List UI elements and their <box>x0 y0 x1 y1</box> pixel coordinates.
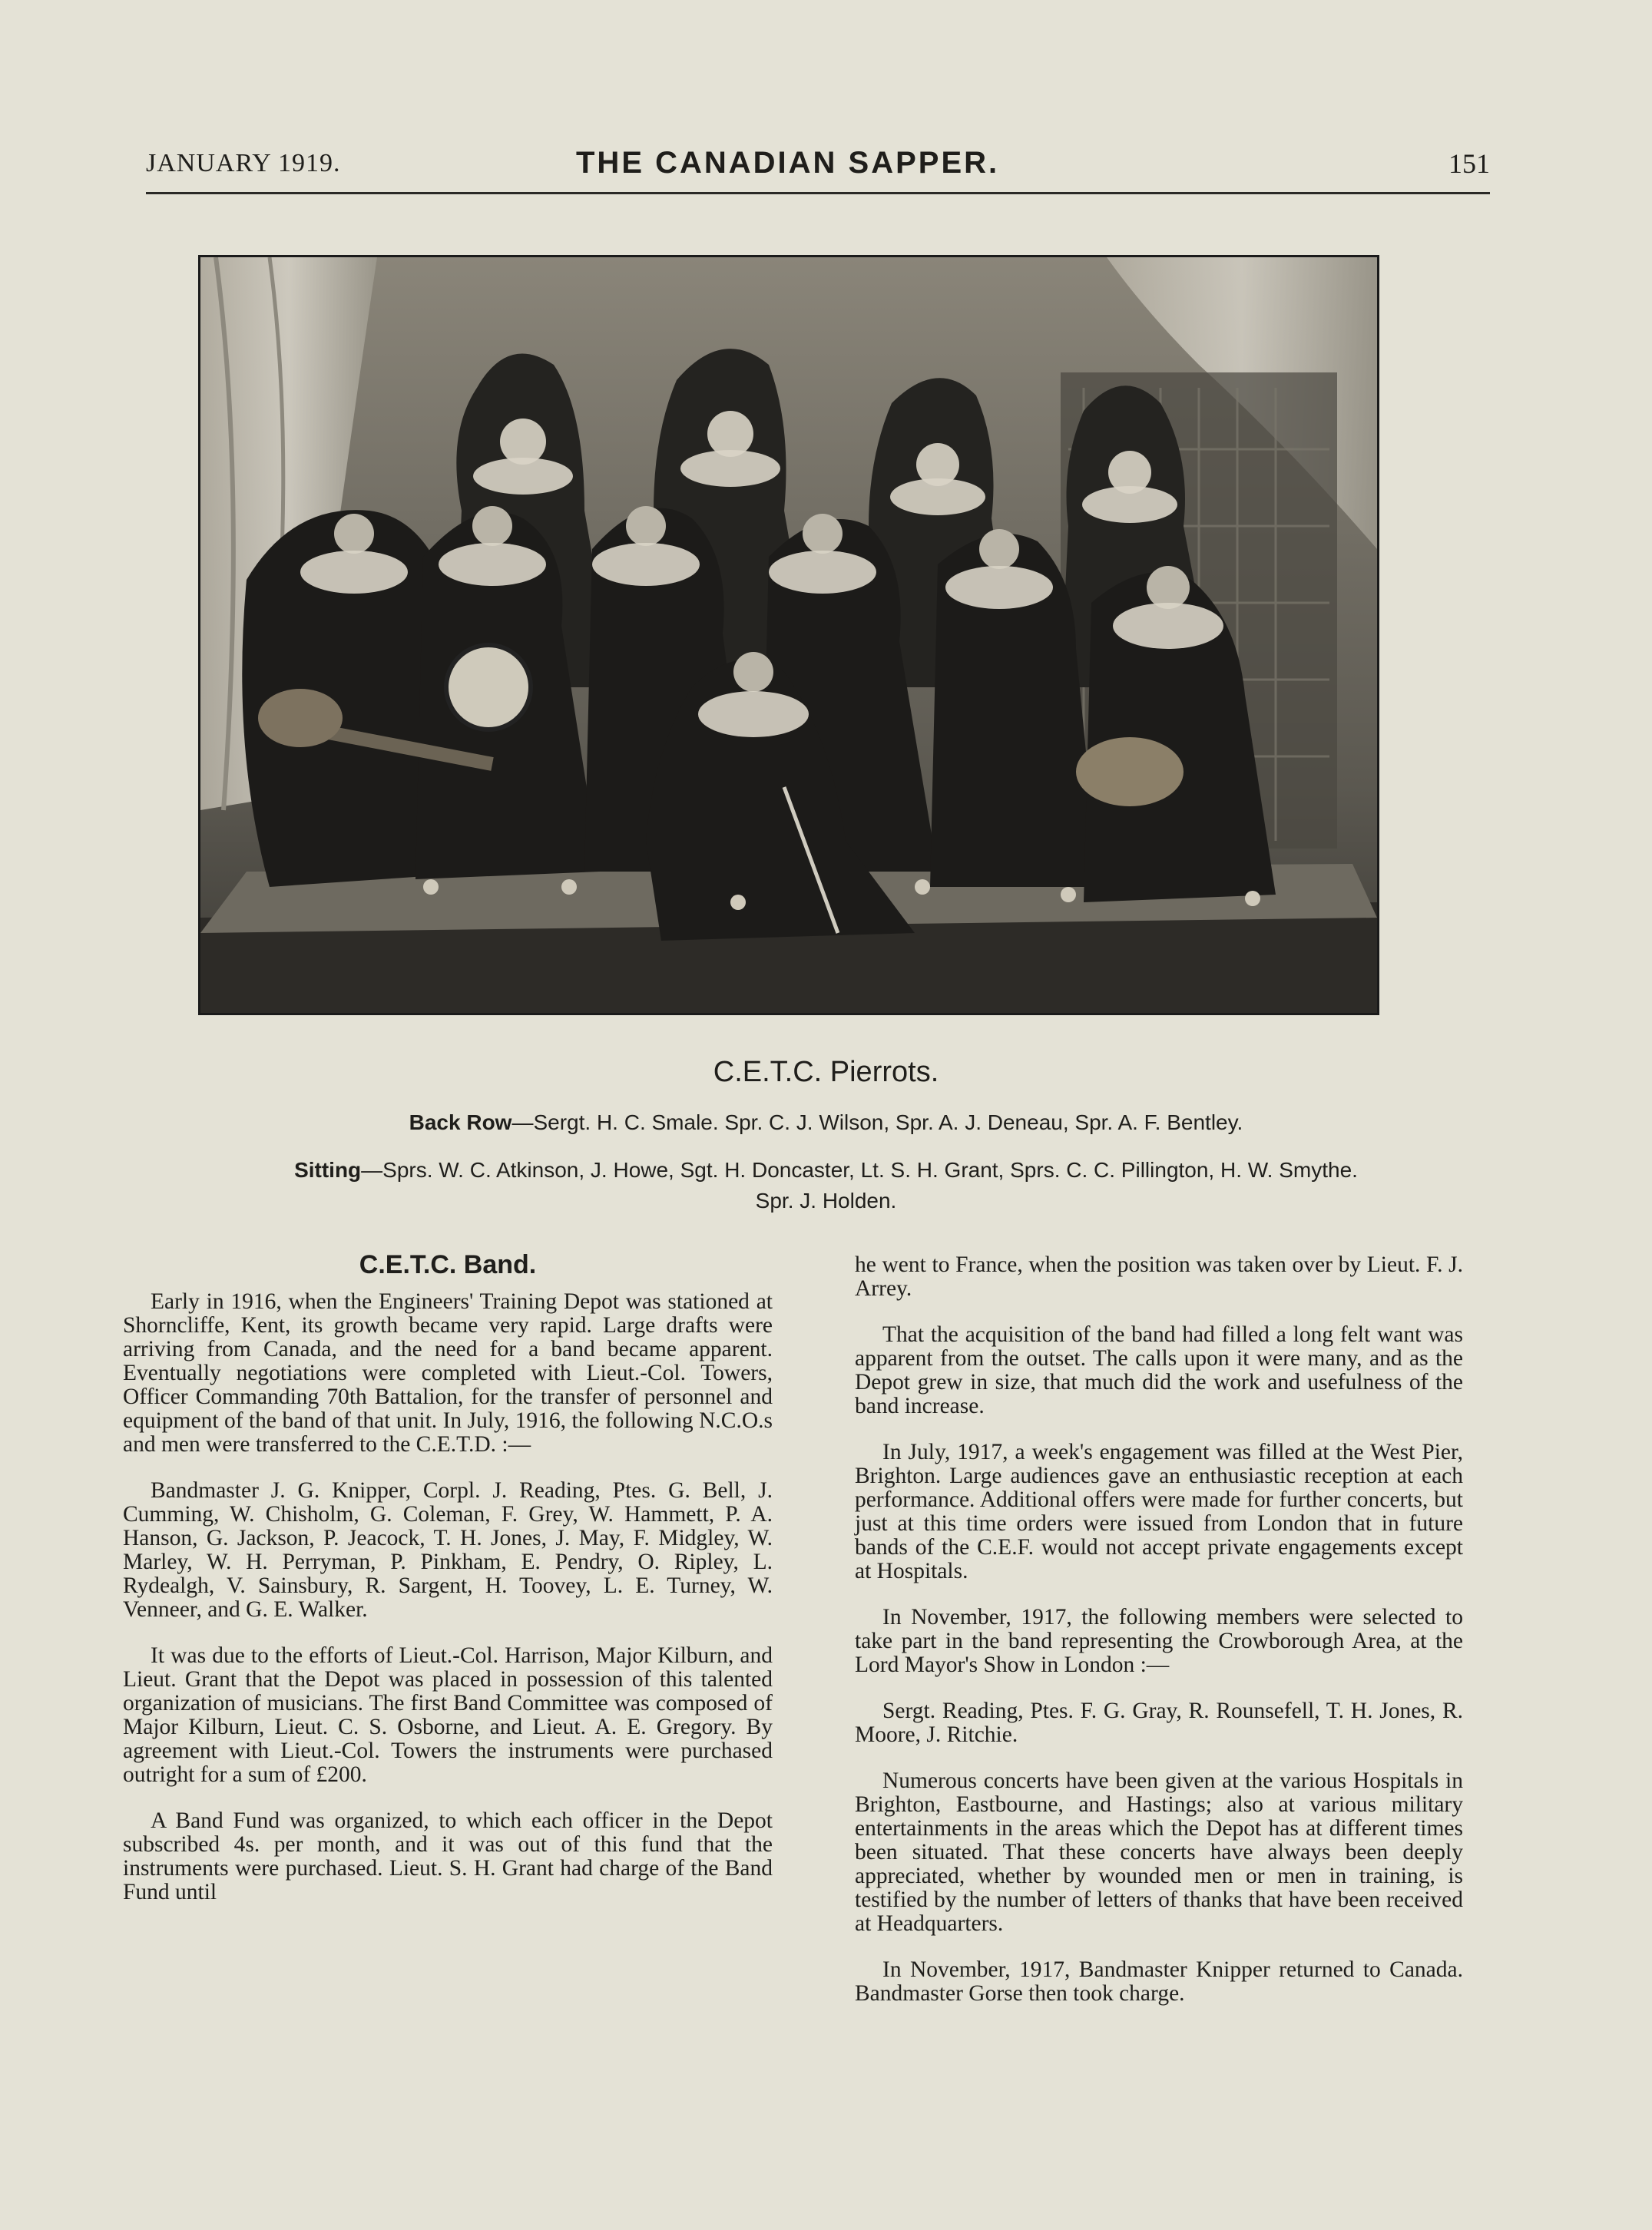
back-row-names: —Sergt. H. C. Smale. Spr. C. J. Wilson, Spr. A. J. Deneau, Spr. A. F. Bentley. <box>511 1110 1243 1134</box>
running-head <box>146 146 1490 192</box>
photo-caption-title: C.E.T.C. Pierrots. <box>713 1056 939 1088</box>
paragraph: Sergt. Reading, Ptes. F. G. Gray, R. Rounsefell, T. H. Jones, R. Moore, J. Ritchie. <box>855 1699 1463 1747</box>
paragraph: Numerous concerts have been given at the various Hospitals in Brighton, Eastbourne, and Hastings; also at various military entertainments in the areas which the Depot has at different times been situated. That these concerts have always been deeply appreciated, whether by wounded men or men in training, is testified by the number of letters of thanks that have been received at Headquarters. <box>855 1768 1463 1936</box>
back-row-label: Back Row <box>409 1110 512 1134</box>
paragraph: That the acquisition of the band had filled a long felt want was apparent from the outset. The calls upon it were many, and as the Depot grew in size, that much did the work and usefulness of the band increase. <box>855 1322 1463 1418</box>
paragraph: In July, 1917, a week's engagement was filled at the West Pier, Brighton. Large audiences gave an enthusiastic reception at each performance. Additional offers were made for further concerts, but just at this time orders were issued from London that in future bands of the C.E.F. would not accept private engagements except at Hospitals. <box>855 1440 1463 1583</box>
page-number: 151 <box>1448 148 1490 179</box>
paragraph: Early in 1916, when the Engineers' Training Depot was stationed at Shorncliffe, Kent, its growth became very rapid. Large drafts were arriving from Canada, and the need for a band became apparent. Eventually negotiations were completed with Lieut.-Col. Towers, Officer Commanding 70th Battalion, for the transfer of personnel and equipment of the band of that unit. In July, 1916, the following N.C.O.s and men were transferred to the C.E.T.D. :— <box>123 1289 773 1457</box>
paragraph: In November, 1917, the following members were selected to take part in the band representing the Crowborough Area, at the Lord Mayor's Show in London :— <box>855 1605 1463 1677</box>
article-column-right <box>855 1253 1463 2028</box>
photo-caption-sitting-cont: Spr. J. Holden. <box>755 1189 897 1213</box>
sitting-label: Sitting <box>294 1158 362 1182</box>
header-rule <box>146 192 1490 194</box>
article-column-left <box>123 1290 773 1927</box>
issue-date: JANUARY 1919. <box>146 149 341 177</box>
photo-illustration <box>200 257 1377 1013</box>
paragraph: he went to France, when the position was taken over by Lieut. F. J. Arrey. <box>855 1252 1463 1301</box>
article-heading: C.E.T.C. Band. <box>359 1250 537 1279</box>
photo-caption-back-row <box>0 1110 1652 1135</box>
photo-caption-sitting <box>0 1158 1652 1183</box>
group-photograph <box>198 255 1379 1015</box>
paragraph: In November, 1917, Bandmaster Knipper returned to Canada. Bandmaster Gorse then took charge. <box>855 1957 1463 2006</box>
paragraph: It was due to the efforts of Lieut.-Col. Harrison, Major Kilburn, and Lieut. Grant that the Depot was placed in possession of this talented organization of musicians. The first Band Committee was composed of Major Kilburn, Lieut. C. S. Osborne, and Lieut. A. E. Gregory. By agreement with Lieut.-Col. Towers the instruments were purchased outright for a sum of £200. <box>123 1643 773 1787</box>
paragraph: A Band Fund was organized, to which each officer in the Depot subscribed 4s. per month, and it was out of this fund that the instruments were purchased. Lieut. S. H. Grant had charge of the Band Fund until <box>123 1808 773 1904</box>
sitting-names: —Sprs. W. C. Atkinson, J. Howe, Sgt. H. Doncaster, Lt. S. H. Grant, Sprs. C. C. Pillington, H. W. Smythe. <box>361 1158 1358 1182</box>
magazine-title: THE CANADIAN SAPPER. <box>576 146 1000 180</box>
paragraph: Bandmaster J. G. Knipper, Corpl. J. Reading, Ptes. G. Bell, J. Cumming, W. Chisholm, G. Coleman, F. Grey, W. Hammett, P. A. Hanson, G. Jackson, P. Jeacock, T. H. Jones, J. May, F. Midgley, W. Marley, W. H. Perryman, P. Pinkham, E. Pendry, O. Ripley, L. Rydealgh, V. Sainsbury, R. Sargent, H. Toovey, L. E. Turney, W. Venneer, and G. E. Walker. <box>123 1478 773 1622</box>
